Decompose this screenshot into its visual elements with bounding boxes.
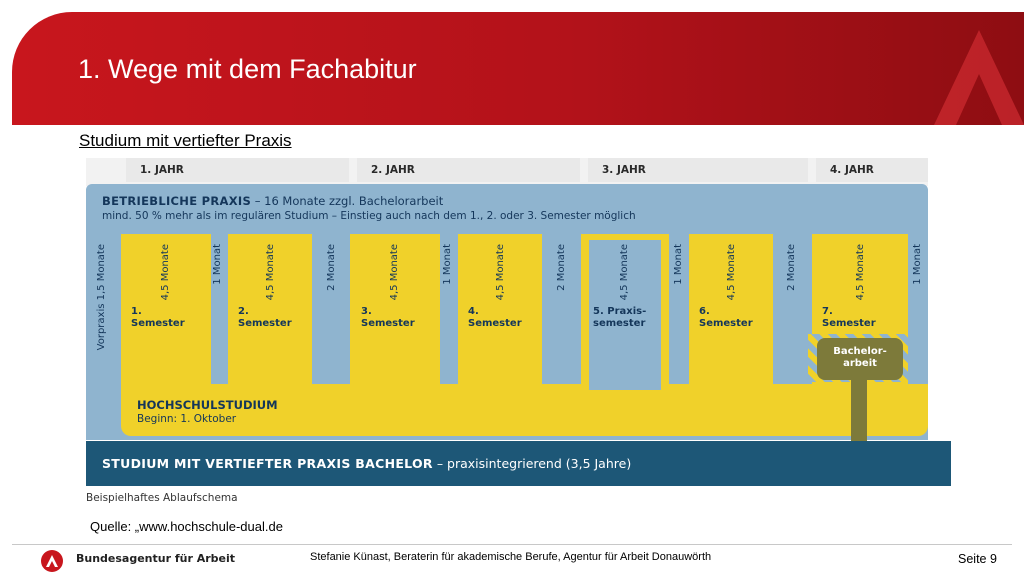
bachelor-thesis-box: Bachelor- arbeit (817, 338, 903, 380)
program-title: STUDIUM MIT VERTIEFTER PRAXIS BACHELOR – praxisintegrierend (3,5 Jahre) (102, 456, 632, 471)
duration-label-2: 4,5 Monate (265, 244, 276, 301)
gap-label-2: 2 Monate (326, 244, 337, 291)
header-banner (12, 12, 1024, 125)
study-schema-diagram (86, 158, 951, 513)
gap-label-7: 1 Monat (912, 244, 923, 285)
gap-label-1: 1 Monat (212, 244, 223, 285)
vorpraxis-label: Vorpraxis 1,5 Monate (96, 244, 107, 351)
semester-label-3: 3. Semester (361, 306, 415, 329)
footer-divider (12, 544, 1012, 545)
year-header-2: 2. JAHR (357, 158, 580, 182)
duration-label-5: 4,5 Monate (619, 244, 630, 301)
footer-author: Stefanie Künast, Beraterin für akademische Berufe, Agentur für Arbeit Donauwörth (310, 551, 712, 563)
year-header-1: 1. JAHR (126, 158, 349, 182)
semester-label-6: 6. Semester (699, 306, 753, 329)
semester-label-2: 2. Semester (238, 306, 292, 329)
duration-label-7: 4,5 Monate (855, 244, 866, 301)
duration-label-3: 4,5 Monate (389, 244, 400, 301)
duration-label-6: 4,5 Monate (726, 244, 737, 301)
agency-logo-icon (40, 549, 64, 573)
semester-label-7: 7. Semester (822, 306, 876, 329)
practice-subtitle: mind. 50 % mehr als im regulären Studium – Einstieg auch nach dem 1., 2. oder 3. Semester möglich (102, 210, 636, 222)
page-number: Seite 9 (958, 552, 997, 566)
practice-title: BETRIEBLICHE PRAXIS – 16 Monate zzgl. Bachelorarbeit (102, 194, 444, 208)
slide-title: 1. Wege mit dem Fachabitur (78, 54, 417, 84)
bachelor-signpost (851, 380, 867, 442)
semester-label-4: 4. Semester (468, 306, 522, 329)
footer-organization: Bundesagentur für Arbeit (76, 552, 236, 565)
study-title: HOCHSCHULSTUDIUM (137, 398, 278, 412)
duration-label-1: 4,5 Monate (160, 244, 171, 301)
diagram-caption: Beispielhaftes Ablaufschema (86, 492, 238, 504)
semester-label-5: 5. Praxis- semester (593, 306, 647, 329)
gap-label-6: 2 Monate (786, 244, 797, 291)
gap-label-5: 1 Monat (673, 244, 684, 285)
duration-label-4: 4,5 Monate (495, 244, 506, 301)
section-subtitle: Studium mit vertiefter Praxis (79, 131, 292, 150)
study-subtitle: Beginn: 1. Oktober (137, 413, 237, 425)
source-citation: Quelle: „www.hochschule-dual.de (90, 519, 283, 534)
year-header-3: 3. JAHR (588, 158, 808, 182)
year-header-4: 4. JAHR (816, 158, 928, 182)
semester-label-1: 1. Semester (131, 306, 185, 329)
agency-logo-watermark (904, 12, 1024, 125)
gap-label-4: 2 Monate (556, 244, 567, 291)
gap-label-3: 1 Monat (442, 244, 453, 285)
